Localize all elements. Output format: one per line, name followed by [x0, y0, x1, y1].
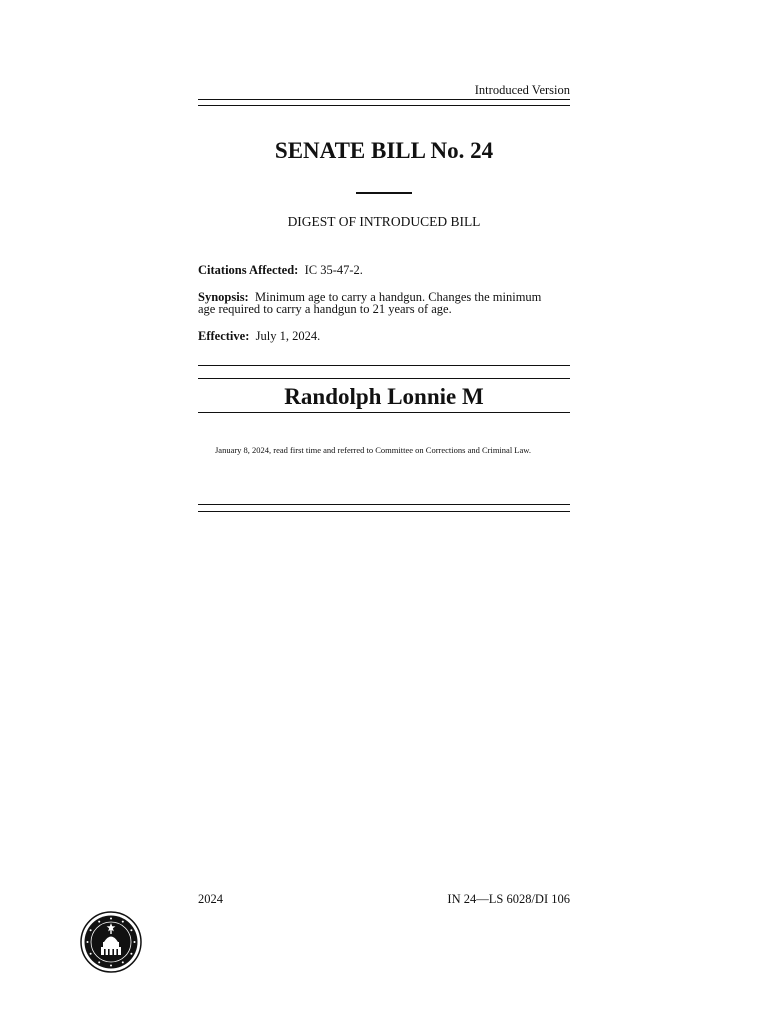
- effective-date: [198, 330, 570, 342]
- end-rule-bottom: [198, 511, 570, 512]
- author-rule-bottom: [198, 412, 570, 413]
- digest-heading: DIGEST OF INTRODUCED BILL: [287, 214, 481, 229]
- state-seal-icon: [80, 911, 142, 973]
- citations-affected: [198, 264, 570, 276]
- bill-title: SENATE BILL No. 24: [274, 138, 494, 163]
- effective-label: Effective:: [198, 329, 250, 343]
- header-rule-top: [198, 99, 570, 100]
- legislative-action: January 8, 2024, read first time and referred to Committee on Corrections and Criminal Law.: [215, 445, 531, 455]
- footer-year: 2024: [198, 892, 223, 906]
- citations-label: Citations Affected:: [198, 263, 299, 277]
- synopsis-label: Synopsis:: [198, 290, 249, 304]
- effective-value: July 1, 2024.: [255, 329, 321, 343]
- author-rule-top-1: [198, 365, 570, 366]
- synopsis-text-1: Minimum age to carry a handgun. Changes the minimum: [254, 290, 542, 304]
- end-rule-top: [198, 504, 570, 505]
- synopsis-text-2: age required to carry a handgun to 21 years of age.: [198, 302, 452, 316]
- header-rule-bottom: [198, 105, 570, 106]
- footer-document-id: IN 24—LS 6028/DI 106: [447, 892, 570, 906]
- version-label: Introduced Version: [474, 83, 570, 97]
- author-name: Randolph Lonnie M: [284, 384, 484, 409]
- citations-value: IC 35-47-2.: [304, 263, 363, 277]
- title-divider: [356, 192, 412, 194]
- author-rule-top-2: [198, 378, 570, 379]
- synopsis: [198, 291, 570, 315]
